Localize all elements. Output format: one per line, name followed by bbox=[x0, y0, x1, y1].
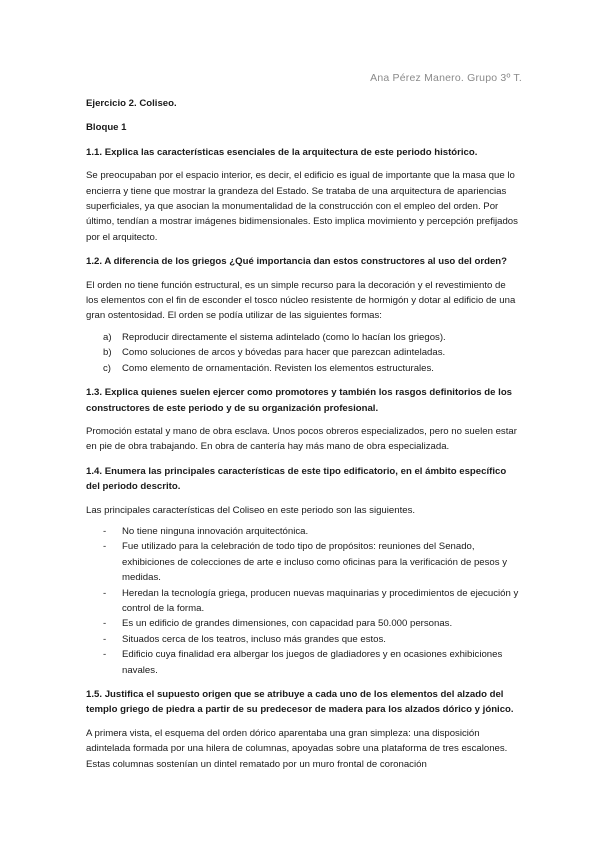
list-item bbox=[86, 524, 520, 539]
list-item bbox=[86, 647, 520, 678]
question-1-5 bbox=[86, 687, 520, 718]
list-marker: - bbox=[103, 649, 107, 661]
answer-1-5: A primera vista, el esquema del orden dórico aparentaba una gran simpleza: una disposición adintelada formada por una hilera de columnas, apoyadas sobre una plataforma de tres escalones. Estas columnas sostenían un dintel rematado por un muro frontal de coronación bbox=[86, 727, 508, 770]
list-marker: a) bbox=[103, 331, 112, 343]
list-item bbox=[86, 616, 520, 631]
list-item-text: Como elemento de ornamentación. Revisten los elementos estructurales. bbox=[122, 362, 434, 374]
list-item bbox=[86, 539, 520, 585]
question-text: Explica quienes suelen ejercer como promotores y también los rasgos definitorios de los constructores de este periodo y de su organización profesional. bbox=[86, 387, 513, 414]
list-item-text: Fue utilizado para la celebración de todo tipo de propósitos: reuniones del Senado, exhibiciones de colecciones de arte e incluso como oficinas para la verificación de pesos y medidas. bbox=[122, 541, 508, 584]
list-item bbox=[86, 361, 520, 376]
question-number: 1.3. bbox=[86, 387, 103, 399]
question-1-1 bbox=[86, 145, 520, 160]
list-marker: - bbox=[103, 618, 107, 630]
list-marker: b) bbox=[103, 347, 112, 359]
list-item bbox=[86, 586, 520, 617]
list-item bbox=[86, 330, 520, 345]
question-number: 1.2. bbox=[86, 256, 103, 268]
list-marker: c) bbox=[103, 362, 111, 374]
block-heading: Bloque 1 bbox=[86, 122, 127, 134]
question-text: Explica las características esenciales de la arquitectura de este periodo histórico. bbox=[104, 146, 478, 158]
coliseum-features-list bbox=[86, 524, 520, 678]
list-item-text: Edificio cuya finalidad era albergar los juegos de gladiadores y en ocasiones exhibiciones navales. bbox=[122, 649, 503, 676]
question-number: 1.4. bbox=[86, 465, 103, 477]
question-number: 1.5. bbox=[86, 689, 103, 700]
document-body bbox=[86, 96, 520, 781]
list-marker: - bbox=[103, 633, 107, 645]
list-item-text: Heredan la tecnología griega, producen nuevas maquinarias y procedimientos de ejecución y control de la forma. bbox=[122, 587, 519, 614]
list-item-text: Reproducir directamente el sistema adintelado (como lo hacían los griegos). bbox=[122, 331, 446, 343]
answer-1-1: Se preocupaban por el espacio interior, es decir, el edificio es igual de importante que la masa que lo encierra y tiene que mostrar la grandeza del Estado. Se trataba de una arquitectura de apariencias superficiales, ya que asocian la monumentalidad de la construcción con el empleo del orden. Por último, tendían a mostrar imágenes bidimensionales. Esto implica movimiento y percepción prefijados por el arquitecto. bbox=[86, 170, 518, 243]
list-item bbox=[86, 345, 520, 360]
answer-1-2: El orden no tiene función estructural, es un simple recurso para la decoración y el revestimiento de los elementos con el fin de esconder el tosco núcleo resistente de hormigón y dotar al edificio de una gran ostentosidad. El orden se podía utilizar de las siguientes formas: bbox=[86, 279, 516, 322]
list-marker: - bbox=[103, 541, 107, 553]
question-1-4 bbox=[86, 464, 520, 495]
question-1-3 bbox=[86, 385, 520, 416]
list-item-text: Es un edificio de grandes dimensiones, con capacidad para 50.000 personas. bbox=[122, 618, 453, 630]
list-item-text: Situados cerca de los teatros, incluso más grandes que estos. bbox=[122, 633, 386, 645]
question-text: Enumera las principales características de este tipo edificatorio, en el ámbito específico del periodo descrito. bbox=[86, 465, 507, 493]
list-marker: - bbox=[103, 525, 107, 537]
list-item bbox=[86, 632, 520, 647]
question-number: 1.1. bbox=[86, 146, 103, 158]
order-uses-list bbox=[86, 330, 520, 376]
list-item-text: Como soluciones de arcos y bóvedas para hacer que parezcan adinteladas. bbox=[122, 347, 446, 359]
list-item-text: No tiene ninguna innovación arquitectónica. bbox=[122, 525, 309, 537]
header-author: Ana Pérez Manero. Grupo 3º T. bbox=[370, 72, 522, 84]
document-title: Ejercicio 2. Coliseo. bbox=[86, 98, 177, 109]
question-text: Justifica el supuesto origen que se atribuye a cada uno de los elementos del alzado del templo griego de piedra a partir de su predecesor de madera para los alzados dórico y jónico. bbox=[86, 689, 514, 716]
question-text: A diferencia de los griegos ¿Qué importancia dan estos constructores al uso del orden? bbox=[104, 256, 507, 268]
answer-1-3: Promoción estatal y mano de obra esclava. Unos pocos obreros especializados, pero no suelen estar en pie de obra trabajando. En obra de cantería hay más mano de obra especializada. bbox=[86, 425, 517, 453]
answer-1-4: Las principales características del Coliseo en este periodo son las siguientes. bbox=[86, 504, 416, 516]
question-1-2 bbox=[86, 254, 520, 269]
list-marker: - bbox=[103, 587, 107, 599]
